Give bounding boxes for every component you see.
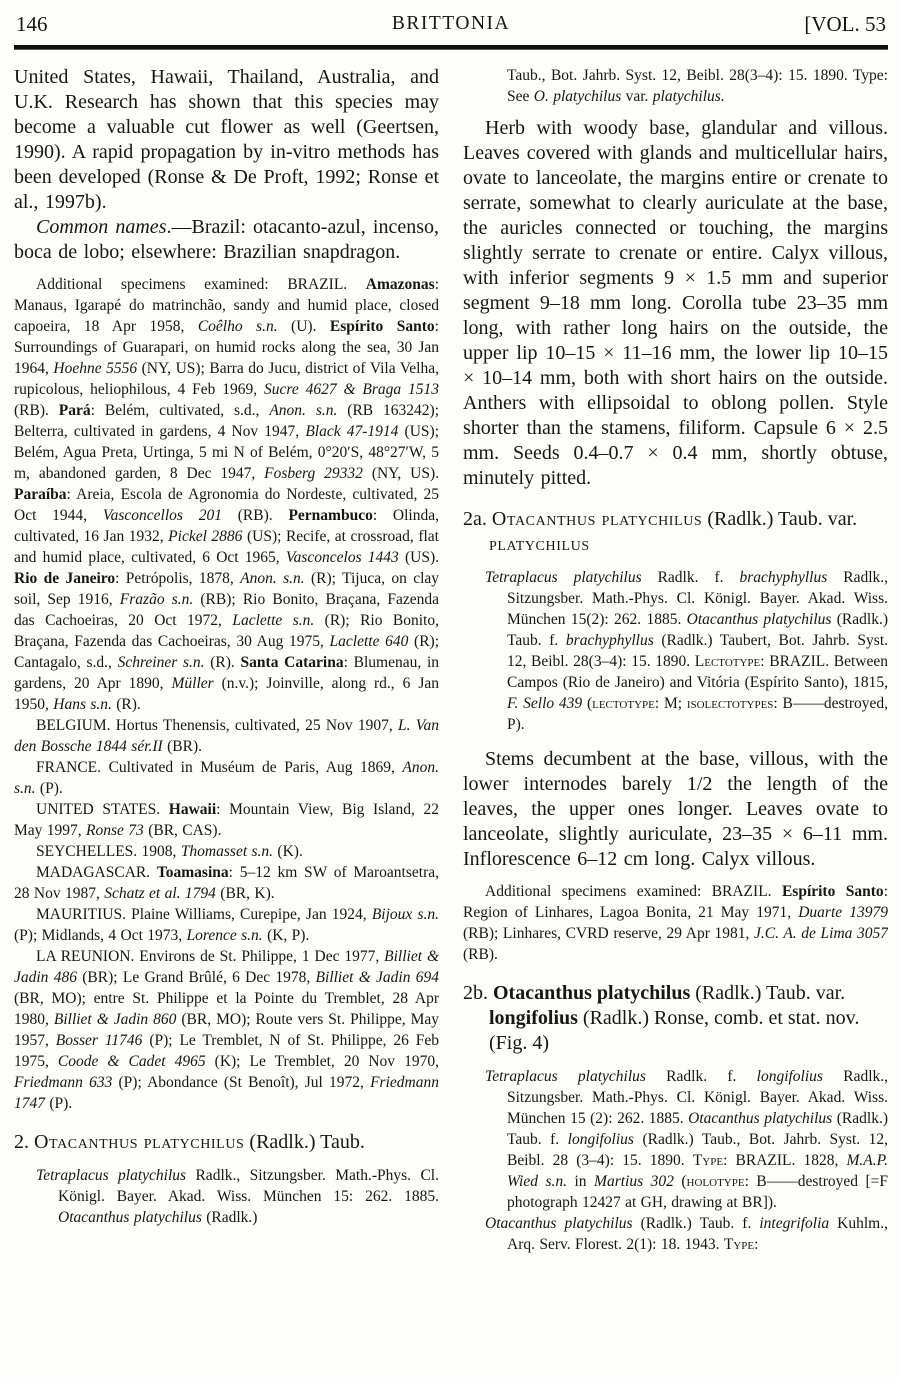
- para-specimens-madagascar: MADAGASCAR. Toamasina: 5–12 km SW of Maroantsetra, 28 Nov 1987, Schatz et al. 1794 (BR, K).: [14, 864, 439, 902]
- heading-variety-2a: 2a. Otacanthus platychilus (Radlk.) Taub. var. platychilus: [463, 508, 858, 555]
- right-column: [463, 65, 888, 1378]
- para-intro-continued: United States, Hawaii, Thailand, Australia, and U.K. Research has shown that this species may become a valuable cut flower as well (Geertsen, 1990). A rapid propagation by in-vitro methods has been developed (Ronse & De Proft, 1992; Ronse et al., 1997b).: [14, 66, 439, 213]
- running-header: [14, 12, 888, 42]
- para-synonymy-2b-longifolius: Tetraplacus platychilus Radlk. f. longifolius Radlk., Sitzungsber. Math.-Phys. Cl. Königl. Bayer. Akad. Wiss. München 15 (2): 262. 1885. Otacanthus platychilus (Radlk.) Taub. f. longifolius (Radlk.) Taub., Bot. Jahrb. Syst. 12, Beibl. 28 (3–4): 15. 1890. Type: BRAZIL. 1828, M.A.P. Wied s.n. in Martius 302 (holotype: B——destroyed [=F photograph 12427 at GH, drawing at BR]).: [485, 1068, 888, 1211]
- para-specimens-belgium: BELGIUM. Hortus Thenensis, cultivated, 25 Nov 1907, L. Van den Bossche 1844 sér.II (BR).: [14, 717, 439, 755]
- left-column: [14, 65, 439, 1378]
- para-synonymy-2b-integrifolia: Otacanthus platychilus (Radlk.) Taub. f. integrifolia Kuhlm., Arq. Serv. Florest. 2(1): 18. 1943. Type:: [485, 1215, 888, 1253]
- para-specimens-france: FRANCE. Cultivated in Muséum de Paris, Aug 1869, Anon. s.n. (P).: [14, 759, 439, 797]
- header-rule: [14, 45, 888, 49]
- para-synonymy-2-continued: Taub., Bot. Jahrb. Syst. 12, Beibl. 28(3–4): 15. 1890. Type: See O. platychilus var. platychilus.: [507, 67, 888, 105]
- page-number: 146: [16, 12, 48, 36]
- para-specimens-united-states: UNITED STATES. Hawaii: Mountain View, Big Island, 22 May 1997, Ronse 73 (BR, CAS).: [14, 801, 439, 839]
- para-description-variety-2a: Stems decumbent at the base, villous, with the lower internodes barely 1/2 the length of the leaves, the upper ones longer. Leaves ovate to lanceolate, slightly auriculate, 23–35 × 6–11 mm. Inflorescence 6–12 cm long. Calyx villous.: [463, 748, 888, 870]
- para-specimens-variety-2a: Additional specimens examined: BRAZIL. Espírito Santo: Region of Linhares, Lagoa Bonita, 21 May 1971, Duarte 13979 (RB); Linhares, CVRD reserve, 29 Apr 1981, J.C. A. de Lima 3057 (RB).: [463, 883, 888, 963]
- para-description-species-2: Herb with woody base, glandular and villous. Leaves covered with glands and multicellular hairs, ovate to lanceolate, the margins entire or crenate to serrate, somewhat to clearly auriculate at the base, the auricles connected or touching, the margins slightly serrate to crenate or entire. Calyx villous, with inferior segments 9 × 1.5 mm and superior segment 9–18 mm long. Corolla tube 23–35 mm long, with rather long hairs on the outside, the upper lip 10–15 × 11–16 mm, the lower lip 10–15 × 10–14 mm, both with short hairs on the outside. Anthers with ellipsoidal to oblong pollen. Style shorter than the stamens, filiform. Capsule 6 × 2.5 mm. Seeds 0.4–0.7 × 0.4 mm, shortly obtuse, minutely pitted.: [463, 117, 888, 489]
- para-specimens-brazil: Additional specimens examined: BRAZIL. Amazonas: Manaus, Igarapé do matrinchão, sandy and humid place, closed capoeira, 18 Apr 1958, Coêlho s.n. (U). Espírito Santo: Surroundings of Guarapari, on humid rocks along the sea, 30 Jan 1964, Hoehne 5556 (NY, US); Barra do Jucu, district of Vila Velha, rupicolous, heliophilous, 4 Feb 1969, Sucre 4627 & Braga 1513 (RB). Pará: Belém, cultivated, s.d., Anon. s.n. (RB 163242); Belterra, cultivated in gardens, 4 Nov 1947, Black 47-1914 (US); Belém, Agua Preta, Urtinga, 5 mi N of Belém, 0°20′S, 48°27′W, 5 m, abandoned garden, 8 Dec 1947, Fosberg 29332 (NY, US). Paraíba: Areia, Escola de Agronomia do Nordeste, cultivated, 25 Oct 1944, Vasconcellos 201 (RB). Pernambuco: Olinda, cultivated, 16 Jan 1932, Pickel 2886 (US); Recife, at crossroad, flat and humid place, cultivated, 6 Oct 1965, Vasconcelos 1443 (US). Rio de Janeiro: Petrópolis, 1878, Anon. s.n. (R); Tijuca, on clay soil, Sep 1916, Frazão s.n. (RB); Rio Bonito, Braçana, Fazenda das Cachoeiras, 20 Oct 1972, Laclette s.n. (R); Rio Bonito, Braçana, Fazenda das Cachoeiras, 30 Aug 1975, Laclette 640 (R); Cantagalo, s.d., Schreiner s.n. (R). Santa Catarina: Blumenau, in gardens, 20 Apr 1890, Müller (n.v.); Joinville, along rd., 6 Jan 1950, Hans s.n. (R).: [14, 276, 440, 713]
- para-specimens-la-reunion: LA REUNION. Environs de St. Philippe, 1 Dec 1977, Billiet & Jadin 486 (BR); Le Grand Brûlé, 6 Dec 1978, Billiet & Jadin 694 (BR, MO); entre St. Philippe et la Pointe du Tremblet, 28 Apr 1980, Billiet & Jadin 860 (BR, MO); Route vers St. Philippe, May 1957, Bosser 11746 (P); Le Tremblet, N of St. Philippe, 26 Feb 1975, Coode & Cadet 4965 (K); Le Tremblet, 20 Nov 1970, Friedmann 633 (P); Abondance (St Benoît), Jul 1972, Friedmann 1747 (P).: [14, 948, 440, 1112]
- para-synonymy-2a: Tetraplacus platychilus Radlk. f. brachyphyllus Radlk., Sitzungsber. Math.-Phys. Cl. Königl. Bayer. Akad. Wiss. München 15(2): 262. 1885. Otacanthus platychilus (Radlk.) Taub. f. brachyphyllus (Radlk.) Taubert, Bot. Jahrb. Syst. 12, Beibl. 28(3–4): 15. 1890. Lectotype: BRAZIL. Between Campos (Rio de Janeiro) and Vitória (Espírito Santo), 1815, F. Sello 439 (lectotype: M; isolectotypes: B——destroyed, P).: [485, 569, 888, 733]
- para-specimens-seychelles: SEYCHELLES. 1908, Thomasset s.n. (K).: [36, 843, 303, 860]
- para-common-names: Common names.—Brazil: otacanto-azul, incenso, boca de lobo; elsewhere: Brazilian snapdragon.: [14, 216, 439, 263]
- para-synonymy-2: Tetraplacus platychilus Radlk., Sitzungsber. Math.-Phys. Cl. Königl. Bayer. Akad. Wiss. München 15: 262. 1885. Otacanthus platychilus (Radlk.): [36, 1167, 439, 1226]
- heading-variety-2b: 2b. Otacanthus platychilus (Radlk.) Taub. var. longifolius (Radlk.) Ronse, comb. et stat. nov. (Fig. 4): [463, 982, 860, 1054]
- page-columns: [14, 65, 888, 1378]
- volume-label: [VOL. 53: [804, 12, 886, 36]
- journal-title: BRITTONIA: [391, 13, 511, 34]
- para-specimens-mauritius: MAURITIUS. Plaine Williams, Curepipe, Jan 1924, Bijoux s.n. (P); Midlands, 4 Oct 1973, Lorence s.n. (K, P).: [14, 906, 439, 944]
- heading-species-2: 2. Otacanthus platychilus (Radlk.) Taub.: [14, 1131, 365, 1153]
